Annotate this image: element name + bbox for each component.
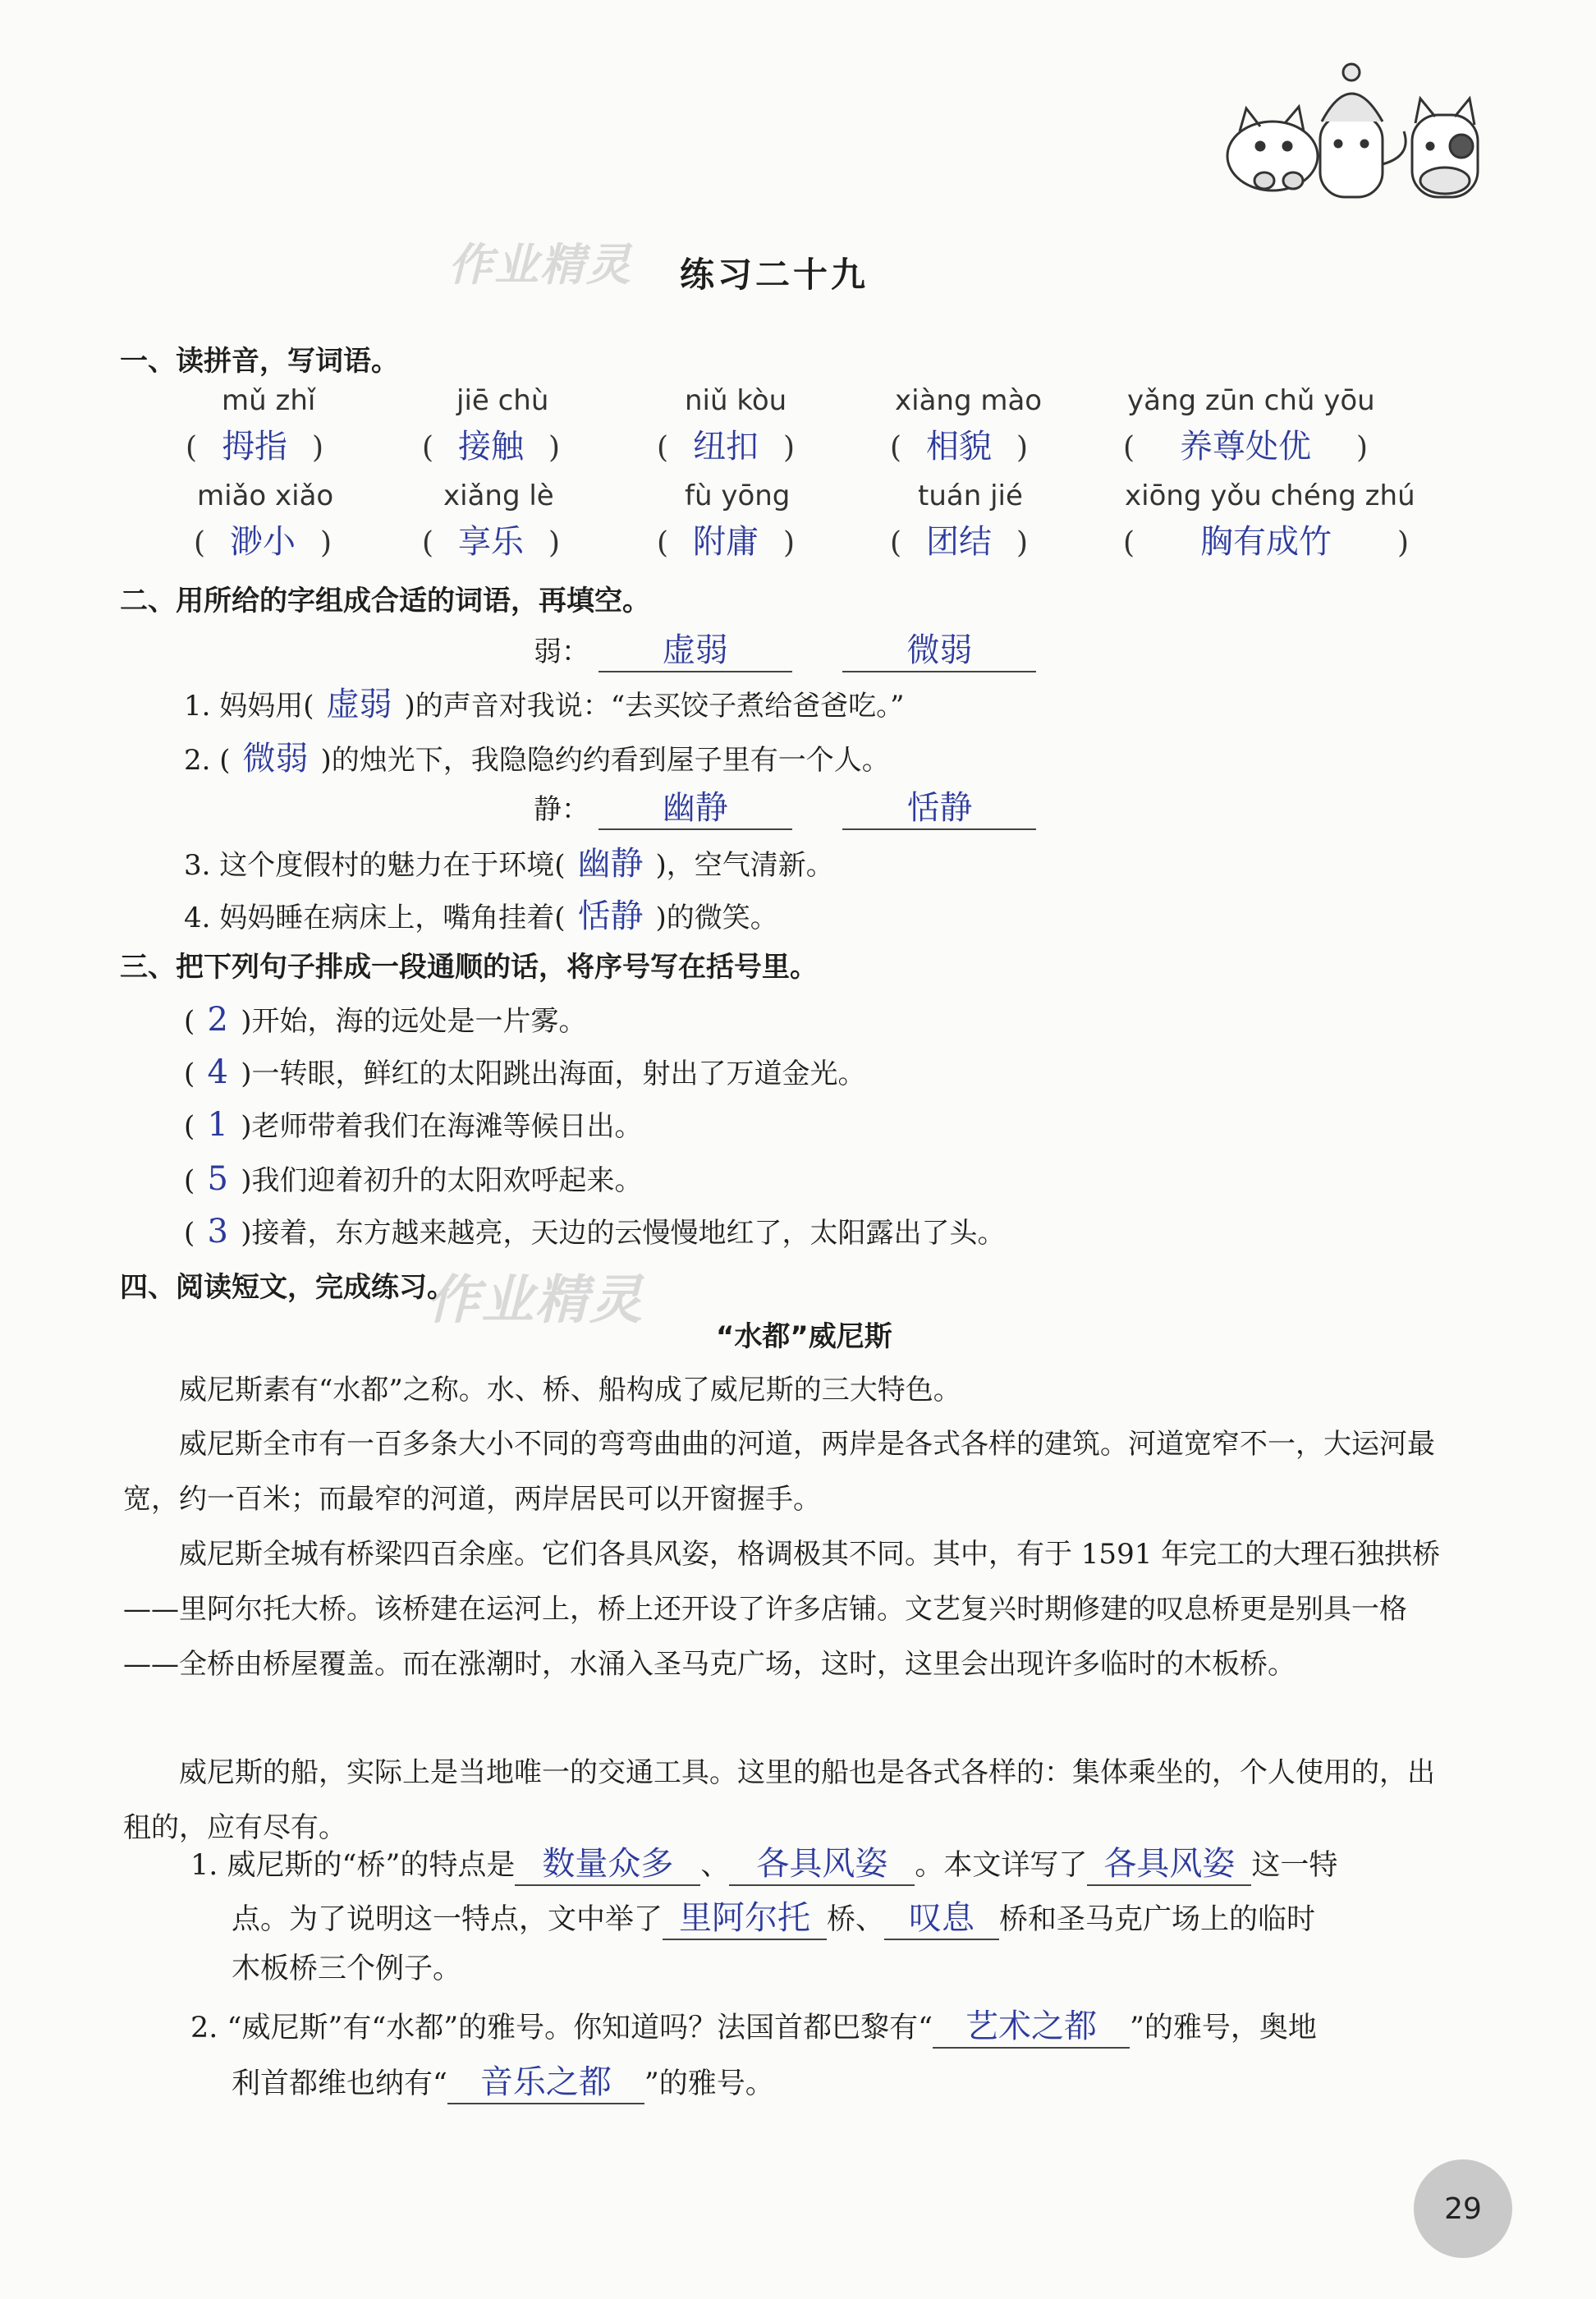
fill-answer: 艺术之都 bbox=[933, 2000, 1130, 2049]
order-number: 2 bbox=[207, 1001, 228, 1039]
answer-text: 接触 bbox=[458, 428, 525, 466]
answer-text: 附庸 bbox=[693, 523, 759, 561]
pinyin: tuán jié bbox=[918, 480, 1023, 512]
answer-text: 享乐 bbox=[458, 523, 525, 561]
word-answer: 微弱 bbox=[842, 624, 1036, 672]
answer-text: 养尊处优 bbox=[1180, 428, 1312, 466]
char-label: 弱： bbox=[534, 636, 589, 668]
section3-heading: 三、把下列句子排成一段通顺的话，将序号写在括号里。 bbox=[120, 951, 818, 984]
question-line: 木板桥三个例子。 bbox=[232, 1953, 462, 1985]
answer-box: ( 享乐 ) bbox=[422, 516, 560, 562]
fill-answer: 幽静 bbox=[577, 845, 644, 883]
pinyin: yǎng zūn chǔ yōu bbox=[1127, 384, 1375, 417]
fill-answer: 叹息 bbox=[884, 1892, 999, 1940]
answer-text: 拇指 bbox=[222, 428, 288, 466]
article-paragraph: 威尼斯全城有桥梁四百余座。它们各具风姿，格调极其不同。其中，有于 1591 年完工的大理石独拱桥——里阿尔托大桥。该桥建在运河上，桥上还开设了许多店铺。文艺复兴时期修建的叹息桥更是别具一格——全桥由桥屋覆盖。而在涨潮时，水涌入圣马克广场，这时，这里会出现许多临时的木板桥。 bbox=[123, 1538, 1441, 1681]
answer-text: 团结 bbox=[926, 523, 993, 561]
word-group-jing bbox=[534, 782, 1036, 830]
answer-text: 相貌 bbox=[926, 428, 993, 466]
question-line: 利首都维也纳有“ 音乐之都 ”的雅号。 bbox=[232, 2056, 774, 2104]
pinyin: xiǎng lè bbox=[443, 480, 554, 512]
page-number-badge bbox=[1414, 2159, 1512, 2258]
section2-heading: 二、用所给的字组成合适的词语，再填空。 bbox=[120, 585, 650, 617]
order-item: ( 3 )接着，东方越来越亮，天边的云慢慢地红了，太阳露出了头。 bbox=[184, 1213, 1006, 1250]
answer-text: 纽扣 bbox=[693, 428, 759, 466]
word-group-ruo bbox=[534, 624, 1036, 672]
answer-box: ( 纽扣 ) bbox=[657, 420, 795, 467]
answer-box: ( 养尊处优 ) bbox=[1123, 420, 1368, 467]
answer-box: ( 团结 ) bbox=[890, 516, 1028, 562]
answer-text: 渺小 bbox=[230, 523, 296, 561]
fill-answer: 虚弱 bbox=[326, 686, 392, 723]
answer-box: ( 拇指 ) bbox=[186, 420, 323, 467]
word-answer: 幽静 bbox=[598, 782, 792, 830]
order-number: 4 bbox=[207, 1053, 228, 1091]
watermark: 作业精灵 bbox=[448, 238, 632, 291]
exercise-title: 练习二十九 bbox=[680, 255, 869, 295]
order-item: ( 4 )一转眼，鲜红的太阳跳出海面，射出了万道金光。 bbox=[184, 1053, 866, 1091]
question-line: 2. “威尼斯”有“水都”的雅号。你知道吗？法国首都巴黎有“ 艺术之都 ”的雅号，奥地 bbox=[190, 2000, 1317, 2049]
order-number: 5 bbox=[207, 1160, 228, 1198]
fill-answer: 里阿尔托 bbox=[663, 1892, 827, 1940]
answer-box: ( 渺小 ) bbox=[194, 516, 332, 562]
fill-answer: 数量众多 bbox=[515, 1838, 700, 1886]
fill-answer: 恬静 bbox=[577, 897, 644, 935]
pinyin: mǔ zhǐ bbox=[222, 384, 316, 417]
order-item: ( 5 )我们迎着初升的太阳欢呼起来。 bbox=[184, 1160, 643, 1198]
sentence: 2. ( 微弱 )的烛光下，我隐隐约约看到屋子里有一个人。 bbox=[184, 732, 890, 779]
order-item: ( 2 )开始，海的远处是一片雾。 bbox=[184, 1001, 587, 1039]
fill-answer: 各具风姿 bbox=[729, 1838, 915, 1886]
article-paragraph: 威尼斯全市有一百多条大小不同的弯弯曲曲的河道，两岸是各式各样的建筑。河道宽窄不一，大运河最宽，约一百米；而最窄的河道，两岸居民可以开窗握手。 bbox=[123, 1428, 1435, 1516]
pinyin: xiàng mào bbox=[895, 384, 1043, 417]
order-item: ( 1 )老师带着我们在海滩等候日出。 bbox=[184, 1106, 643, 1144]
answer-box: ( 接触 ) bbox=[422, 420, 560, 467]
fill-answer: 微弱 bbox=[242, 740, 309, 778]
word-answer: 虚弱 bbox=[598, 624, 792, 672]
pinyin: niǔ kòu bbox=[685, 384, 787, 417]
section4-heading: 四、阅读短文，完成练习。 bbox=[120, 1271, 455, 1304]
pinyin: fù yōng bbox=[685, 480, 791, 512]
answer-text: 胸有成竹 bbox=[1200, 523, 1332, 561]
sentence: 1. 妈妈用( 虚弱 )的声音对我说：“去买饺子煮给爸爸吃。” bbox=[184, 678, 905, 725]
pinyin: miǎo xiǎo bbox=[197, 480, 334, 512]
article-paragraph: 威尼斯素有“水都”之称。水、桥、船构成了威尼斯的三大特色。 bbox=[179, 1374, 961, 1406]
watermark: 作业精灵 bbox=[427, 1269, 644, 1331]
fill-answer: 各具风姿 bbox=[1087, 1838, 1251, 1886]
char-label: 静： bbox=[534, 793, 589, 826]
answer-box: ( 胸有成竹 ) bbox=[1123, 516, 1409, 562]
pinyin: jiē chù bbox=[456, 384, 549, 417]
pinyin: xiōng yǒu chéng zhú bbox=[1125, 480, 1415, 512]
article-title: “水都”威尼斯 bbox=[716, 1320, 892, 1353]
order-number: 1 bbox=[207, 1106, 228, 1144]
fill-answer: 音乐之都 bbox=[447, 2056, 644, 2104]
question-line: 1. 威尼斯的“桥”的特点是 数量众多 、 各具风姿 。本文详写了 各具风姿 这一特 bbox=[190, 1838, 1337, 1886]
order-number: 3 bbox=[207, 1213, 228, 1250]
sentence: 3. 这个度假村的魅力在于环境( 幽静 )，空气清新。 bbox=[184, 837, 834, 884]
article-paragraph: 威尼斯的船，实际上是当地唯一的交通工具。这里的船也是各式各样的：集体乘坐的，个人使用的，出租的，应有尽有。 bbox=[123, 1756, 1435, 1844]
question-line: 点。为了说明这一特点，文中举了 里阿尔托 桥、 叹息 桥和圣马克广场上的临时 bbox=[232, 1892, 1315, 1940]
sentence: 4. 妈妈睡在病床上，嘴角挂着( 恬静 )的微笑。 bbox=[184, 890, 778, 937]
section1-heading: 一、读拼音，写词语。 bbox=[120, 345, 399, 378]
page-number: 29 bbox=[1444, 2191, 1482, 2226]
answer-box: ( 附庸 ) bbox=[657, 516, 795, 562]
cats-illustration bbox=[1215, 57, 1519, 205]
word-answer: 恬静 bbox=[842, 782, 1036, 830]
answer-box: ( 相貌 ) bbox=[890, 420, 1028, 467]
